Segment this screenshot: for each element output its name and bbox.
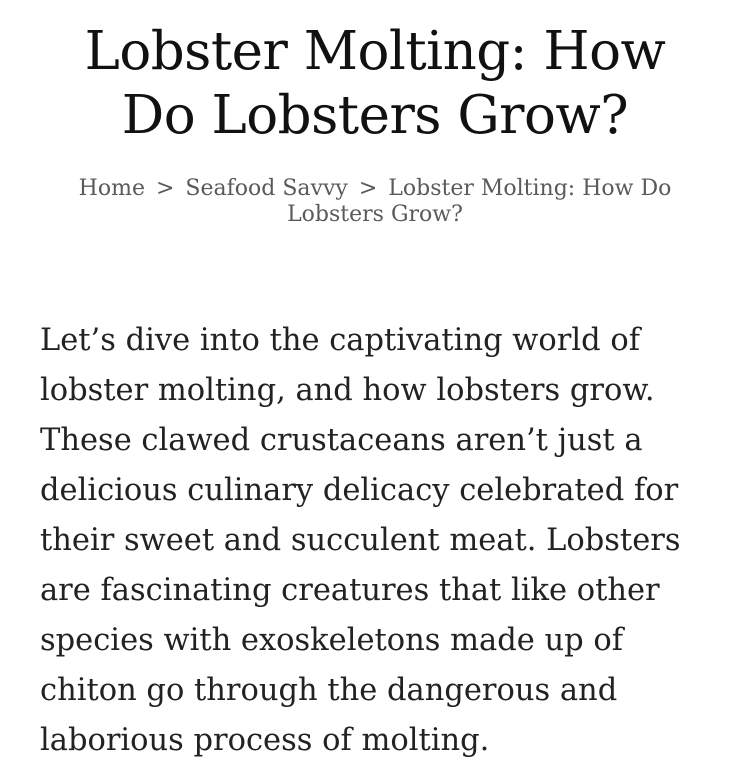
breadcrumb-home-link[interactable]: Home	[78, 176, 145, 201]
breadcrumb	[60, 176, 690, 228]
article-title: Lobster Molting: How Do Lobsters Grow?	[84, 21, 666, 146]
breadcrumb-separator: >	[155, 176, 175, 201]
breadcrumb-category-link[interactable]: Seafood Savvy	[185, 176, 348, 201]
breadcrumb-separator: >	[358, 176, 378, 201]
breadcrumb-current: Lobster Molting: How Do Lobsters Grow?	[287, 176, 672, 227]
intro-paragraph: Let’s dive into the captivating world of lobster molting, and how lobsters grow. These clawed crustaceans aren’t just a delicious culinary delicacy celebrated for their sweet and succulent meat. Lobsters are fascinating creatures that like other species with exoskeletons made up of chiton go through the dangerous and laborious process of molting.	[40, 323, 681, 758]
